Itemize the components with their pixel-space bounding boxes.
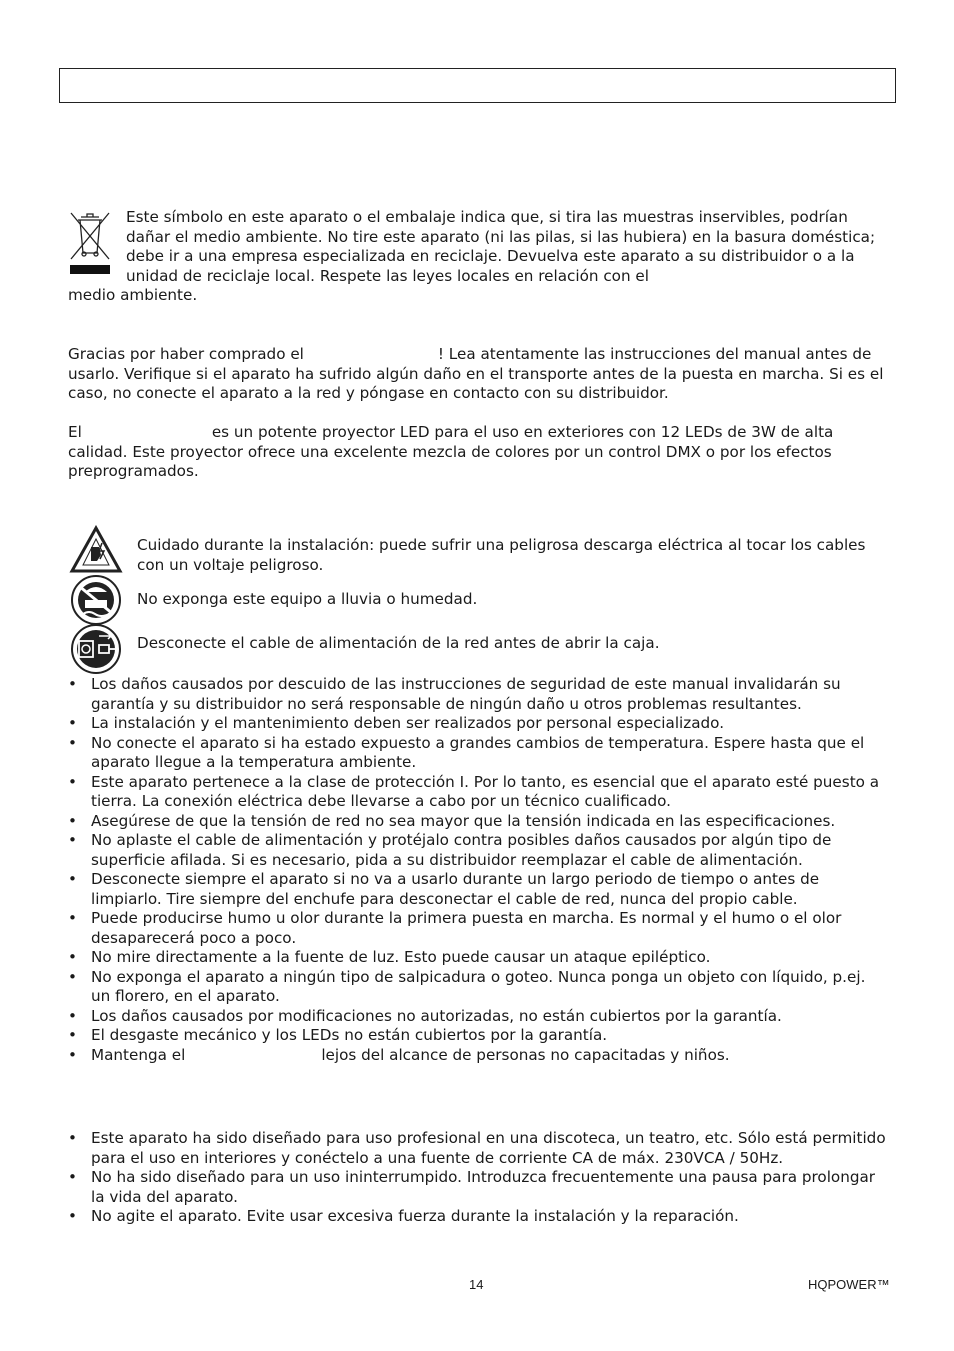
list-item: • No aplaste el cable de alimentación y protéjalo contra posibles daños causados por algún tipo de superficie afilada. Si es necesario, pida a su distribuidor reemplazar el cable de alimentación. — [68, 831, 832, 869]
weee-text: Este símbolo en este aparato o el embalaje indica que, si tira las muestras inservibles, podrían dañar el medio ambiente. No tire este aparato (ni las pilas, si las hubiera) en la basura doméstica; debe ir a una empresa especializada en reciclaje. Devuelva este aparato a su distribuidor o a la unidad de reciclaje local. Respete las leyes locales en relación con el — [126, 208, 876, 285]
section-title-box — [59, 68, 896, 103]
list-item: • No mire directamente a la fuente de luz. Esto puede causar un ataque epiléptico. — [68, 948, 711, 966]
list-item: • No agite el aparato. Evite usar excesiva fuerza durante la instalación y la reparación. — [68, 1207, 739, 1225]
description-start: El — [68, 423, 82, 441]
list-item: • El desgaste mecánico y los LEDs no están cubiertos por la garantía. — [68, 1026, 608, 1044]
brand-footer: HQPOWER™ — [808, 1277, 890, 1292]
list-item: • Este aparato ha sido diseñado para uso profesional en una discoteca, un teatro, etc. Sólo está permitido para el uso en interiores y conéctelo a una fuente de corriente CA de máx. 230VCA / 50Hz. — [68, 1129, 886, 1167]
list-item: • La instalación y el mantenimiento deben ser realizados por personal especializado. — [68, 714, 725, 732]
safety-icon-text-2: No exponga este equipo a lluvia o humedad. — [137, 590, 478, 608]
thanks-text-mid: ! Lea atentamente las instrucciones del manual antes — [437, 345, 848, 363]
safety-list — [68, 675, 888, 1065]
list-item: • No exponga el aparato a ningún tipo de salpicadura o goteo. Nunca ponga un objeto con líquido, p.ej. un florero, en el aparato. — [68, 967, 866, 1005]
electric-shock-warning-icon — [69, 525, 123, 575]
no-rain-icon — [69, 574, 123, 626]
safety-icon-text-1: Cuidado durante la instalación: puede sufrir una peligrosa descarga eléctrica al tocar los cables con un voltaje peligroso. — [137, 536, 866, 574]
thanks-paragraph — [68, 345, 886, 404]
page-number: 14 — [469, 1277, 484, 1292]
safety-icon-text-3: Desconecte el cable de alimentación de la red antes de abrir la caja. — [137, 634, 660, 652]
list-item: • No conecte el aparato si ha estado expuesto a grandes cambios de temperatura. Espere hasta que el aparato llegue a la temperatura ambiente. — [68, 733, 865, 771]
description-end: calidad. Este proyector ofrece una excelente mezcla de colores por un control DMX o por los efectos preprogramados. — [68, 442, 832, 480]
crossed-bin-icon — [67, 209, 113, 277]
description-paragraph — [68, 423, 886, 482]
weee-tail: medio ambiente. — [68, 286, 198, 304]
list-item: • Desconecte siempre el aparato si no va a usarlo durante un largo periodo de tiempo o antes de limpiarlo. Tire siempre del enchufe para desconectar el cable de red, nunca del propio cable. — [68, 870, 820, 908]
list-item: • No ha sido diseñado para un uso ininterrumpido. Introduzca frecuentemente una pausa para prolongar la vida del aparato. — [68, 1168, 876, 1206]
list-item: • Los daños causados por descuido de las instrucciones de seguridad de este manual invalidarán su garantía y su distribuidor no será responsable de ningún daño u otros problemas resultantes. — [68, 675, 841, 713]
thanks-text-end: de usarlo. Verifique si el aparato ha sufrido algún daño en el transporte antes de la puesta en marcha. Si es el caso, no conecte el aparato a la red y póngase en contacto con su distribuidor. — [68, 345, 884, 402]
thanks-text-start: Gracias por haber comprado el — [68, 345, 304, 363]
list-item: • Asegúrese de que la tensión de red no sea mayor que la tensión indicada en las especificaciones. — [68, 811, 836, 830]
weee-paragraph — [126, 208, 886, 286]
unplug-icon — [69, 624, 123, 674]
list-item: • Los daños causados por modificaciones no autorizadas, no están cubiertos por la garantía. — [68, 1006, 782, 1025]
list-item: • Este aparato pertenece a la clase de protección I. Por lo tanto, es esencial que el aparato esté puesto a tierra. La conexión eléctrica debe llevarse a cabo por un técnico cualificado. — [68, 772, 880, 810]
list-item: • Mantenga el lejos del alcance de personas no capacitadas y niños. — [68, 1045, 730, 1064]
list-item: • Puede producirse humo u olor durante la primera puesta en marcha. Es normal y el humo o el olor desaparecerá poco a poco. — [68, 909, 842, 947]
usage-list — [68, 1129, 888, 1227]
description-mid: es un potente proyector LED para el uso en exteriores con 12 LEDs de 3W de alta — [211, 423, 834, 441]
